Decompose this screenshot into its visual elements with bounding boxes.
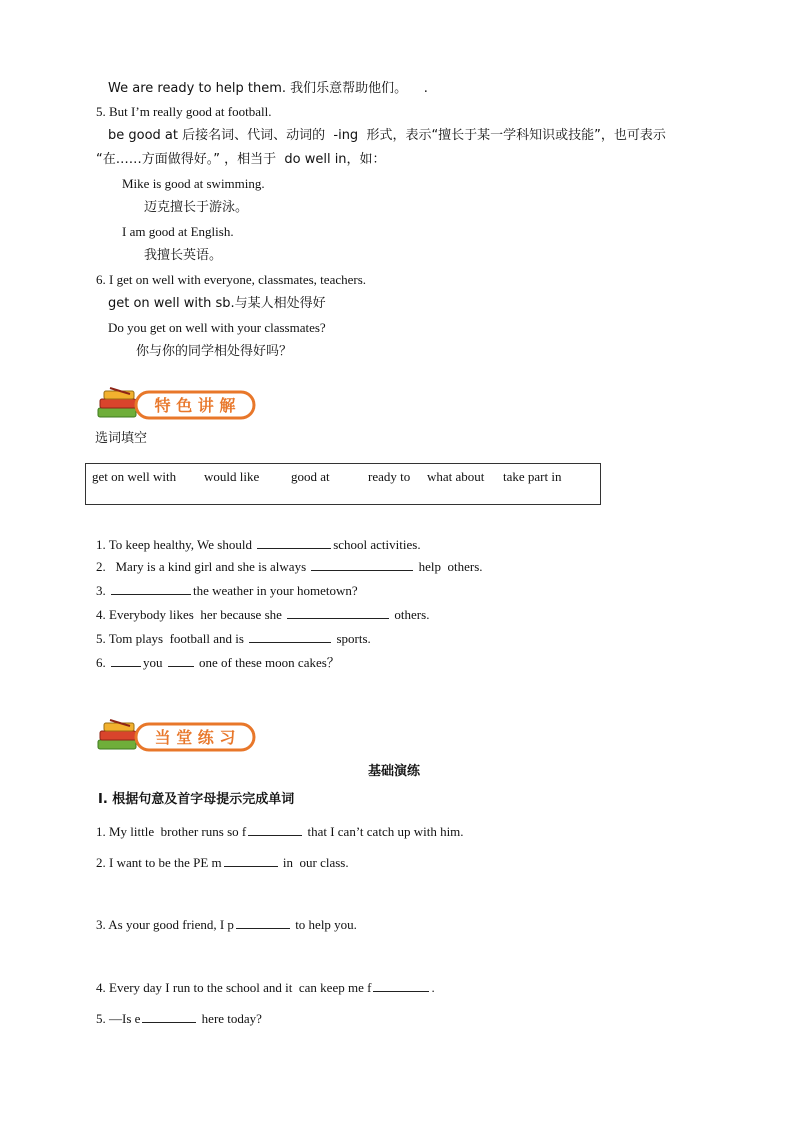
books-icon (98, 388, 136, 417)
note-line-3: be good at 后接名词、代词、动词的 -ing 形式，表示“擅长于某一学科知识或技能”，也可表示 (108, 128, 666, 143)
note-line-4: “在……方面做得好。” ，相当于 do well in，如： (96, 152, 386, 167)
exercise-5: 5. —Is e here today? (96, 1011, 262, 1026)
svg-text:当 堂 练 习: 当 堂 练 习 (154, 728, 236, 747)
section2-part-title: Ⅰ. 根据句意及首字母提示完成单词 (98, 792, 295, 807)
word-bank-item: good at (291, 469, 330, 484)
question-5: 5. Tom plays football and is sports. (96, 631, 371, 646)
answer-blank[interactable] (249, 630, 331, 643)
question-1: 1. To keep healthy, We should school activities. (96, 537, 421, 552)
svg-text:特 色 讲 解: 特 色 讲 解 (154, 396, 236, 415)
answer-blank[interactable] (142, 1010, 196, 1023)
answer-blank[interactable] (257, 536, 331, 549)
answer-blank[interactable] (236, 916, 290, 929)
word-bank-item: would like (204, 469, 260, 484)
note-line-8: 我擅长英语。 (144, 248, 223, 263)
question-6: 6. you one of these moon cakes？ (96, 655, 340, 670)
answer-blank[interactable] (311, 558, 413, 571)
exercise-1: 1. My little brother runs so f that I can’t catch up with him. (96, 824, 464, 839)
note-line-1: We are ready to help them. 我们乐意帮助他们。 . (108, 81, 428, 96)
answer-blank[interactable] (111, 654, 141, 667)
section-banner-feature (96, 386, 258, 422)
question-4: 4. Everybody likes her because she others. (96, 607, 430, 622)
word-bank-item: ready to (368, 469, 411, 484)
answer-blank[interactable] (287, 606, 389, 619)
note-line-2: 5. But I’m really good at football. (96, 104, 272, 119)
answer-blank[interactable] (168, 654, 194, 667)
note-line-6: 迈克擅长于游泳。 (144, 200, 249, 215)
note-line-7: I am good at English. (122, 224, 234, 239)
answer-blank[interactable] (111, 582, 191, 595)
word-bank-item: what about (427, 469, 485, 484)
note-line-11: Do you get on well with your classmates? (108, 320, 326, 335)
section1-title: 选词填空 (95, 431, 148, 446)
exercise-4: 4. Every day I run to the school and it can keep me f . (96, 980, 435, 995)
note-line-12: 你与你的同学相处得好吗？ (136, 344, 293, 359)
word-bank-item: take part in (503, 469, 562, 484)
word-bank-item: get on well with (92, 469, 177, 484)
question-3: 3. the weather in your hometown? (96, 583, 358, 598)
exercise-2: 2. I want to be the PE m in our class. (96, 855, 349, 870)
section2-subtitle: 基础演练 (368, 764, 421, 779)
exercise-3: 3. As your good friend, I p to help you. (96, 917, 357, 932)
note-line-10: get on well with sb.与某人相处得好 (108, 296, 326, 311)
note-line-9: 6. I get on well with everyone, classmates, teachers. (96, 272, 367, 287)
books-icon (98, 720, 136, 749)
note-line-5: Mike is good at swimming. (122, 176, 265, 191)
answer-blank[interactable] (373, 979, 429, 992)
question-2: 2. Mary is a kind girl and she is always help others. (96, 559, 483, 574)
answer-blank[interactable] (224, 854, 278, 867)
word-bank (85, 463, 601, 505)
answer-blank[interactable] (248, 823, 302, 836)
section-banner-practice (96, 718, 258, 754)
